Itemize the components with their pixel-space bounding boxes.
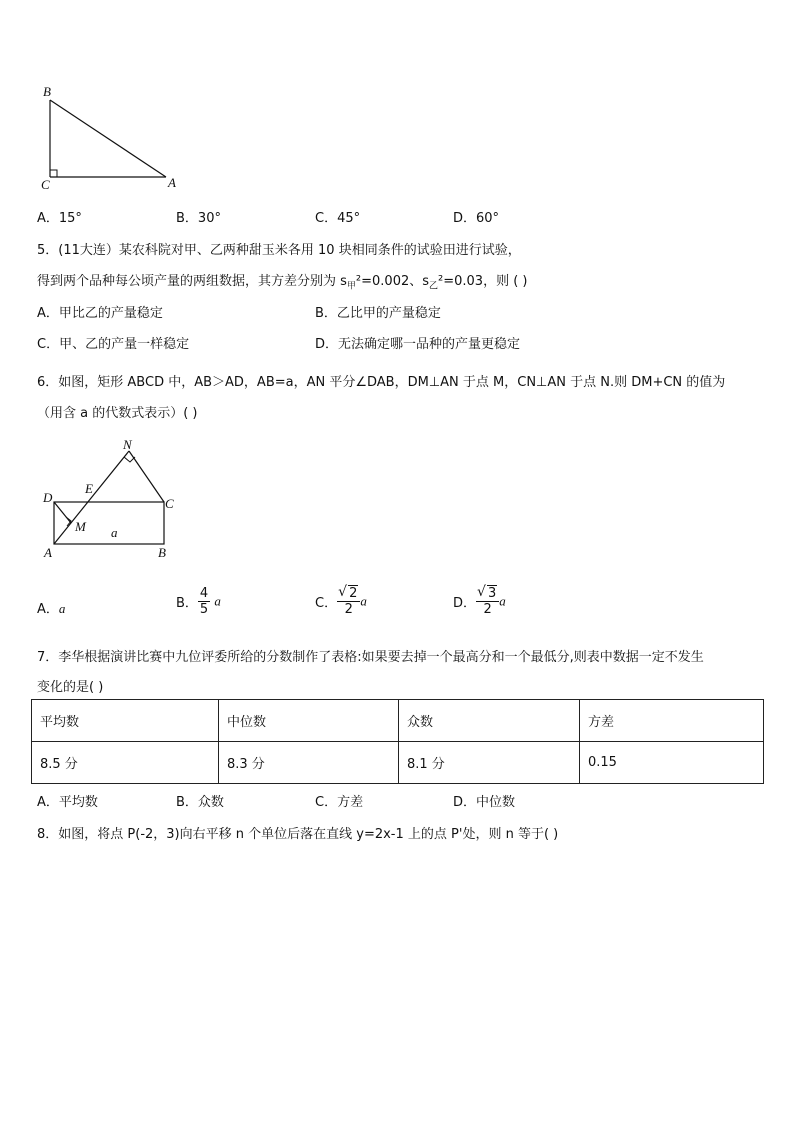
q7-line-1: 7．李华根据演讲比赛中九位评委所给的分数制作了表格:如果要去掉一个最高分和一个最低分,则表中数据一定不发生 xyxy=(37,650,704,665)
q5-option-d[interactable]: D．无法确定哪一品种的产量更稳定 xyxy=(315,337,521,352)
label-m: M xyxy=(75,519,86,534)
label-c6: C xyxy=(165,496,174,511)
q4-triangle-figure xyxy=(36,82,186,194)
header-median: 中位数 xyxy=(219,700,399,742)
q7-option-b[interactable]: B．众数 xyxy=(176,795,224,810)
header-mean: 平均数 xyxy=(32,700,219,742)
q4-option-c[interactable]: C．45° xyxy=(315,211,361,226)
table-header-row xyxy=(32,700,764,742)
denominator: 5 xyxy=(199,602,209,617)
q5-sub-jia: 甲 xyxy=(346,281,356,292)
q6-option-a[interactable] xyxy=(37,598,65,617)
fraction-sqrt2-2 xyxy=(337,586,360,617)
cell-median: 8.3 分 xyxy=(219,742,399,784)
q4-option-a[interactable]: A．15° xyxy=(37,211,82,226)
q5-sub-yi: 乙 xyxy=(429,281,439,292)
q7-option-d[interactable]: D．中位数 xyxy=(453,795,516,810)
q8-line-1: 8．如图，将点 P(-2，3)向右平移 n 个单位后落在直线 y=2x-1 上的点 P'处，则 n 等于( ) xyxy=(37,827,559,842)
q5-option-c[interactable]: C．甲、乙的产量一样稳定 xyxy=(37,337,190,352)
table-row xyxy=(32,742,764,784)
q6-option-a-label: A． xyxy=(37,602,59,617)
q6-option-d-label: D． xyxy=(453,596,477,611)
label-n: N xyxy=(123,437,132,452)
cell-mean: 8.5 分 xyxy=(32,742,219,784)
q5-text-b: ²=0.002、s xyxy=(355,274,430,289)
cell-variance: 0.15 xyxy=(580,742,764,784)
q6-line-1: 6．如图，矩形 ABCD 中，AB＞AD，AB=a，AN 平分∠DAB，DM⊥AN 于点 M，CN⊥AN 于点 N.则 DM+CN 的值为 xyxy=(37,375,726,390)
q7-line-2: 变化的是( ) xyxy=(37,680,104,695)
q5-option-a[interactable]: A．甲比乙的产量稳定 xyxy=(37,306,163,321)
q6-option-b-label: B． xyxy=(176,596,198,611)
header-variance: 方差 xyxy=(580,700,764,742)
right-angle-mark xyxy=(50,170,57,177)
label-b6: B xyxy=(158,545,166,560)
q4-option-b[interactable]: B．30° xyxy=(176,211,221,226)
fraction-4-5 xyxy=(198,586,210,617)
cell-mode: 8.1 分 xyxy=(399,742,580,784)
q6-option-b[interactable] xyxy=(176,586,221,617)
line-cn xyxy=(129,451,164,502)
variable-a: a xyxy=(360,593,367,609)
label-d: D xyxy=(43,490,53,505)
label-c: C xyxy=(41,177,50,192)
q6-option-d[interactable] xyxy=(453,586,506,617)
label-a6: A xyxy=(44,545,52,560)
header-mode: 众数 xyxy=(399,700,580,742)
variable-a: a xyxy=(214,593,221,609)
side-ab xyxy=(50,100,166,177)
radicand: 3 xyxy=(488,586,497,601)
q7-option-c[interactable]: C．方差 xyxy=(315,795,364,810)
sqrt-icon xyxy=(339,586,358,601)
radicand: 2 xyxy=(349,586,358,601)
q6-option-a-value: a xyxy=(58,601,66,616)
fraction-sqrt3-2 xyxy=(476,586,499,617)
label-a-len: a xyxy=(111,525,118,540)
q6-option-c[interactable] xyxy=(315,586,367,617)
label-a: A xyxy=(168,175,176,190)
q7-option-a[interactable]: A．平均数 xyxy=(37,795,98,810)
q5-text-c: ²=0.03，则 ( ) xyxy=(438,274,528,289)
numerator: 4 xyxy=(199,586,209,601)
q6-option-c-label: C． xyxy=(315,596,338,611)
sqrt-icon xyxy=(478,586,497,601)
label-b: B xyxy=(43,84,51,99)
denominator: 2 xyxy=(344,602,353,617)
variable-a: a xyxy=(499,593,506,609)
q5-line-2 xyxy=(37,270,528,292)
q5-text-a: 得到两个品种每公顷产量的两组数据，其方差分别为 s xyxy=(37,274,347,289)
q5-option-b[interactable]: B．乙比甲的产量稳定 xyxy=(315,306,441,321)
q7-score-table xyxy=(31,699,764,784)
label-e: E xyxy=(85,481,93,496)
q4-option-d[interactable]: D．60° xyxy=(453,211,500,226)
q5-line-1: 5．(11大连）某农科院对甲、乙两种甜玉米各用 10 块相同条件的试验田进行试验， xyxy=(37,243,521,258)
denominator: 2 xyxy=(483,602,492,617)
line-dm xyxy=(54,502,71,523)
q6-line-2: （用含 a 的代数式表示）( ) xyxy=(37,406,198,421)
